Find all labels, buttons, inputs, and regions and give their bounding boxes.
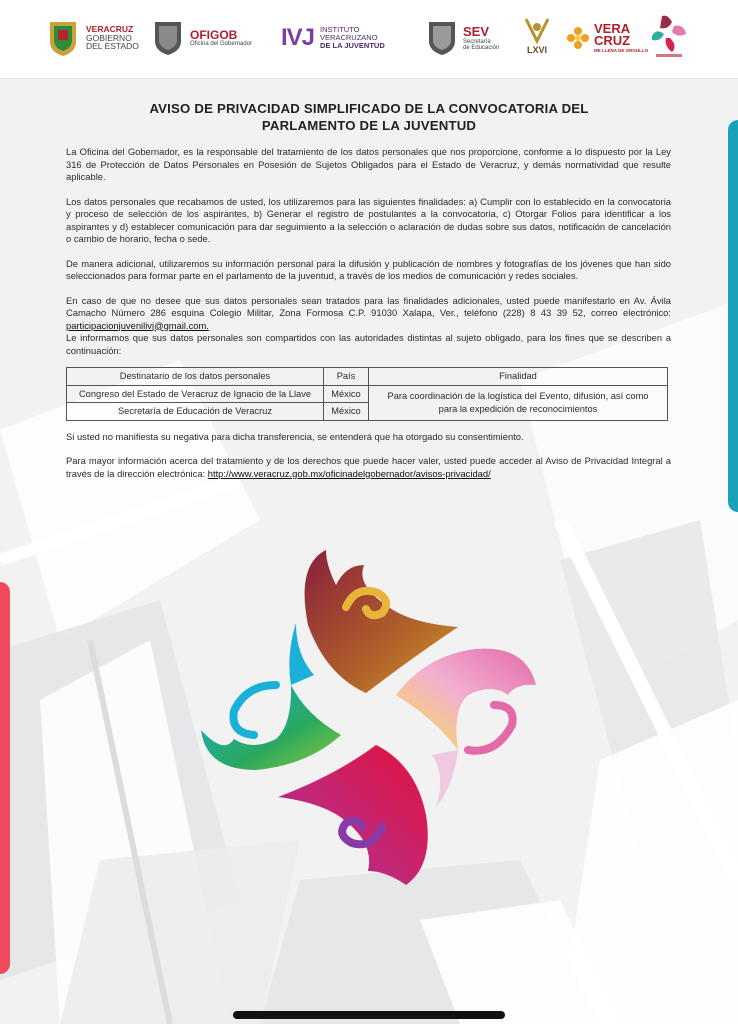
sev-logo xyxy=(426,8,499,68)
paragraph-transferencias: Le informamos que sus datos personales son compartidos con las autoridades distintas al sujeto obligado, para los fines que se describen a continuación: xyxy=(66,332,671,356)
table-row xyxy=(67,385,668,403)
lxvi-logo xyxy=(522,6,552,66)
veracruz-gobierno-logo xyxy=(46,8,139,68)
paragraph-mas-informacion xyxy=(66,455,671,480)
transfer-table xyxy=(66,367,668,421)
logo-line: DE LA JUVENTUD xyxy=(320,40,385,50)
logo-line: VERACRUZ xyxy=(86,23,134,34)
logo-line: VERA xyxy=(594,20,631,36)
ivj-mark: IVJ xyxy=(281,24,315,51)
paragraph-negativa xyxy=(66,295,671,333)
lxvi-mark: LXVI xyxy=(526,45,547,55)
table-cell-pais: México xyxy=(324,403,369,421)
veracruz-shield-icon xyxy=(46,18,80,58)
logo-line: SEV xyxy=(463,23,490,39)
table-cell-destinatario: Secretaría de Educación de Veracruz xyxy=(67,403,324,421)
logo-line: Oficina del Gobernador xyxy=(190,41,253,48)
logo-line: Secretaría xyxy=(463,38,491,45)
table-cell-finalidad: Para coordinación de la logística del Evento, difusión, así como para la expedición de reconocimientos xyxy=(369,385,668,420)
home-indicator[interactable] xyxy=(233,1011,505,1019)
title-line-1: AVISO DE PRIVACIDAD SIMPLIFICADO DE LA CONVOCATORIA DEL xyxy=(149,101,589,116)
ofigob-logo xyxy=(152,8,252,68)
privacy-url-link[interactable]: http://www.veracruz.gob.mx/oficinadelgobernador/avisos-privacidad/ xyxy=(207,467,491,479)
email-link[interactable]: participacionjuvenilivj@gmail.com. xyxy=(66,319,209,331)
paragraph-responsable: La Oficina del Gobernador, es la responsable del tratamiento de los datos personales que nos proporcione, conforme a lo dispuesto por la Ley 316 de Protección de Datos Personales en Posesión de Sujetos Obligados para el Estado de Veracruz, y demás normatividad que resulte aplicable. xyxy=(66,146,671,182)
paragraph-consentimiento: Si usted no manifiesta su negativa para dicha transferencia, se entenderá que ha otorgado su consentimiento. xyxy=(66,430,524,442)
logo-header xyxy=(0,0,738,78)
document-title xyxy=(60,100,678,134)
logo-line: VERACRUZANO xyxy=(320,33,378,43)
title-line-2: PARLAMENTO DE LA JUVENTUD xyxy=(261,118,477,133)
table-header-cell: Finalidad xyxy=(369,368,668,386)
logo-line: OFIGOB xyxy=(190,27,238,42)
table-cell-destinatario: Congreso del Estado de Veracruz de Ignacio de la Llave xyxy=(67,385,324,403)
document-body xyxy=(66,146,671,492)
parlamento-emblem xyxy=(196,545,541,890)
parlamento-mini-logo-icon xyxy=(648,12,690,60)
paragraph-mas-informacion-text: Para mayor información acerca del tratamiento y de los derechos que puede hacer valer, usted puede acceder al Aviso de Privacidad Integral a través de la dirección electrónica: xyxy=(66,455,671,479)
lxvi-emblem-icon xyxy=(522,17,552,45)
logo-line: DEL ESTADO xyxy=(86,41,139,52)
logo-line: ME LLENA DE ORGULLO xyxy=(594,47,649,53)
paragraph-negativa-text: En caso de que no desee que sus datos personales sean tratados para las finalidades adicionales, usted puede manifestarlo en Av. Ávila Camacho Número 286 esquina Colegio Militar, Zona Formosa C.P. 91030 Xalapa, Ver., teléfono (228) 8 43 39 52, correo electrónico: xyxy=(66,294,671,318)
veracruz-brand-logo xyxy=(566,8,648,68)
logo-line: CRUZ xyxy=(594,32,631,48)
logo-line: INSTITUTO xyxy=(320,25,360,35)
table-header-cell: Destinatario de los datos personales xyxy=(67,368,324,386)
sev-shield-icon xyxy=(426,19,458,57)
logo-line: de Educación xyxy=(463,44,500,51)
ivj-logo xyxy=(281,8,385,68)
table-cell-pais: México xyxy=(324,385,369,403)
table-header-cell: País xyxy=(324,368,369,386)
table-header-row xyxy=(67,368,668,386)
flower-icon xyxy=(566,26,590,50)
paragraph-adicional: De manera adicional, utilizaremos su información personal para la difusión y publicación de nombres y fotografías de los jóvenes que han sido seleccionados para formar parte en el parlamento de la juventud, a través de los medios de comunicación y redes sociales. xyxy=(66,257,671,281)
left-accent-bar xyxy=(0,582,10,974)
paragraph-finalidades: Los datos personales que recabamos de usted, los utilizaremos para las siguientes finalidades: a) Cumplir con lo establecido en la convocatoria y proceso de selección de los aspirantes, b) Generar el registro de postulantes a la convocatoria, c) Otorgar Folios para identificar a los aspirantes y d) establecer comunicación para dar seguimiento a la selección o aclaración de dudas sobre sus datos, notificación de cancelación o cambio de horario, fecha o sede. xyxy=(66,195,671,244)
logo-line: GOBIERNO xyxy=(86,32,132,43)
ofigob-shield-icon xyxy=(152,19,184,57)
right-accent-bar xyxy=(728,120,738,512)
